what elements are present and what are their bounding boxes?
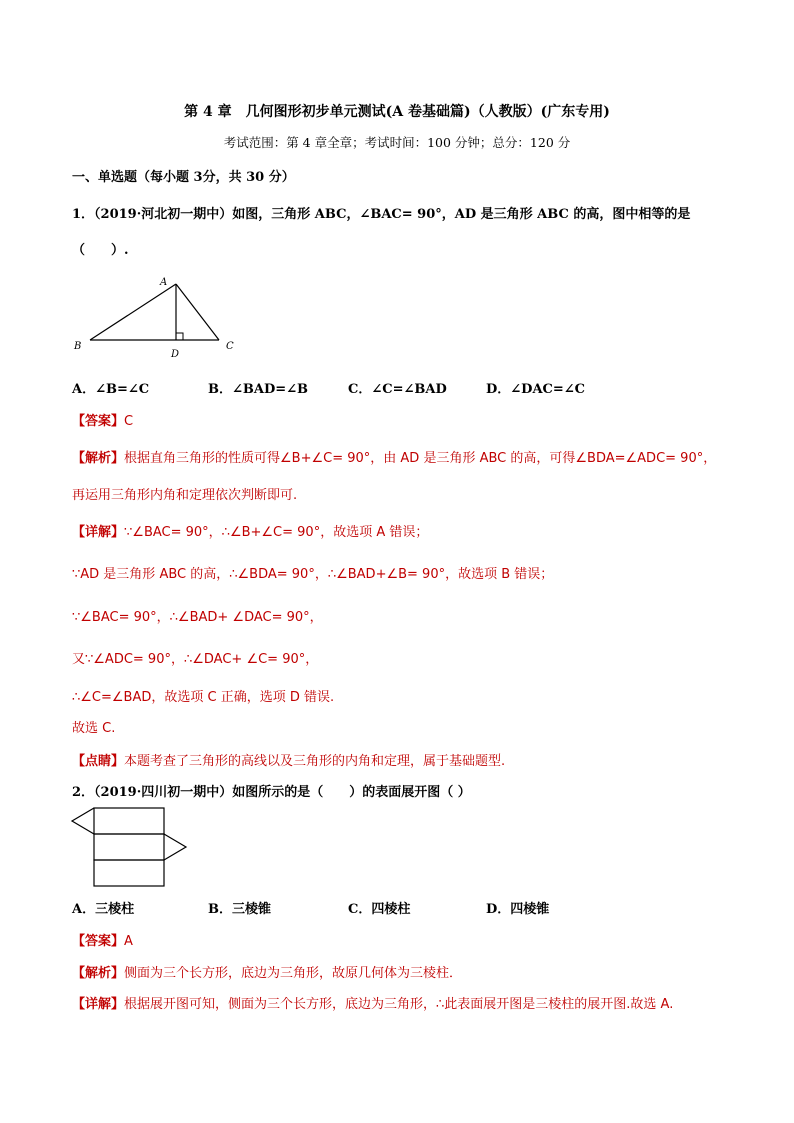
prism-net-figure xyxy=(70,806,190,890)
question-1-stem: 1．（2019·河北初一期中）如图，三角形 ABC，∠BAC= 90°，AD 是三角形 ABC 的高，图中相等的是 xyxy=(72,207,691,222)
analysis-tag: 【解析】 xyxy=(72,966,125,981)
q2-analysis xyxy=(72,962,462,981)
detail-text: 根据展开图可知，侧面为三个长方形，底边为三角形，∴此表面展开图是三棱柱的展开图.故选 A. xyxy=(124,997,674,1012)
net-rect-middle xyxy=(94,834,164,860)
side-ab xyxy=(90,284,176,340)
analysis-text: 侧面为三个长方形，底边为三角形，故原几何体为三棱柱． xyxy=(124,966,463,981)
answer-value: A xyxy=(124,934,133,949)
q1-option-b: B．∠BAD=∠B xyxy=(208,382,309,397)
comment-text: 本题考查了三角形的高线以及三角形的内角和定理，属于基础题型. xyxy=(124,754,506,769)
label-c: C xyxy=(226,341,234,352)
q2-option-a: A．三棱柱 xyxy=(72,902,135,917)
detail-line-3: ∵∠BAC= 90°，∴∠BAD+ ∠DAC= 90°， xyxy=(72,610,323,625)
label-a: A xyxy=(160,277,168,288)
answer-tag: 【答案】 xyxy=(72,934,125,949)
detail-line-6: 故选 C. xyxy=(72,721,116,736)
label-b: B xyxy=(74,341,82,352)
q1-option-c: C．∠C=∠BAD xyxy=(348,382,447,397)
label-d: D xyxy=(171,349,180,360)
q2-option-c: C．四棱柱 xyxy=(348,902,411,917)
net-triangle-right xyxy=(164,834,186,860)
section-heading: 一、单选题（每小题 3分，共 30 分） xyxy=(72,170,295,185)
side-ac xyxy=(176,284,219,340)
q2-detail xyxy=(72,993,673,1012)
net-rect-top xyxy=(94,808,164,834)
q1-analysis-continued: 再运用三角形内角和定理依次判断即可. xyxy=(72,488,298,503)
triangle-figure xyxy=(68,272,248,360)
right-angle-mark xyxy=(176,333,183,340)
answer-tag: 【答案】 xyxy=(72,414,125,429)
q1-analysis xyxy=(72,447,716,466)
net-triangle-left xyxy=(72,808,94,834)
net-rect-bottom xyxy=(94,860,164,886)
page-title: 第 4 章 几何图形初步单元测试(A 卷基础篇)（人教版）(广东专用) xyxy=(184,104,610,120)
question-1-stem-continued: （ ）. xyxy=(72,243,129,258)
q2-option-d: D．四棱锥 xyxy=(486,902,550,917)
q1-option-d: D．∠DAC=∠C xyxy=(486,382,586,397)
exam-info: 考试范围：第 4 章全章；考试时间：100 分钟；总分：120 分 xyxy=(223,135,571,150)
detail-line-1: ∵∠BAC= 90°，∴∠B+∠C= 90°，故选项 A 错误； xyxy=(124,525,429,540)
detail-line-4: 又∵∠ADC= 90°，∴∠DAC+ ∠C= 90°， xyxy=(72,652,319,667)
q1-option-a: A．∠B=∠C xyxy=(72,382,150,397)
answer-value: C xyxy=(124,414,134,429)
detail-tag: 【详解】 xyxy=(72,525,125,540)
q1-comment xyxy=(72,750,505,769)
analysis-tag: 【解析】 xyxy=(72,451,125,466)
q2-option-b: B．三棱锥 xyxy=(208,902,271,917)
q2-answer xyxy=(72,930,133,949)
question-2-stem: 2．（2019·四川初一期中）如图所示的是（ ）的表面展开图（ ） xyxy=(72,785,471,800)
detail-line-5: ∴∠C=∠BAD，故选项 C 正确，选项 D 错误. xyxy=(72,690,335,705)
detail-tag: 【详解】 xyxy=(72,997,125,1012)
comment-tag: 【点睛】 xyxy=(72,754,125,769)
analysis-text: 根据直角三角形的性质可得∠B+∠C= 90°，由 AD 是三角形 ABC 的高，可得∠BDA=∠ADC= 90°， xyxy=(124,451,717,466)
q1-answer xyxy=(72,410,133,429)
q1-detail xyxy=(72,521,428,540)
detail-line-2: ∵AD 是三角形 ABC 的高，∴∠BDA= 90°，∴∠BAD+∠B= 90°，故选项 B 错误； xyxy=(72,567,554,582)
